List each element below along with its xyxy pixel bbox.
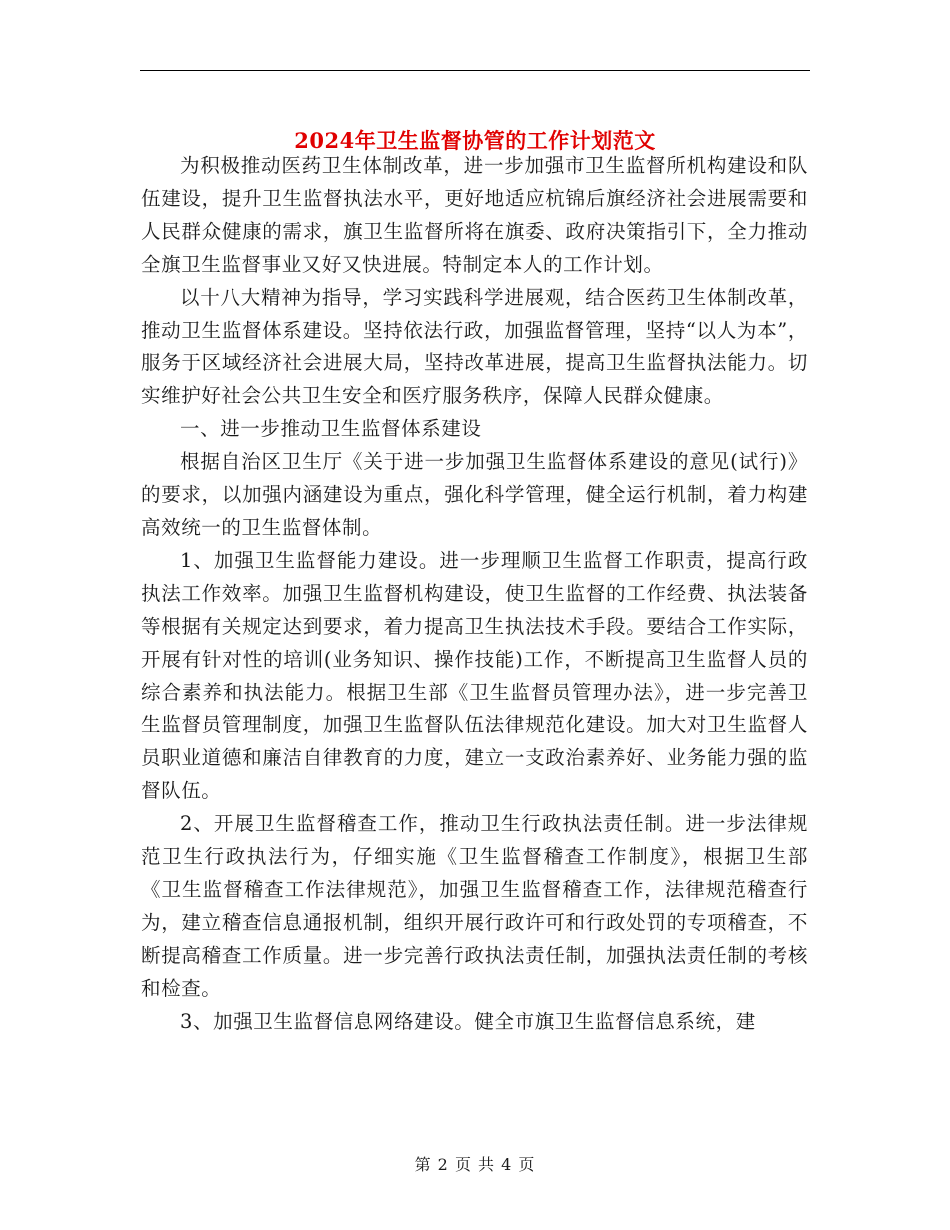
document-body bbox=[141, 150, 808, 1038]
header-rule bbox=[140, 70, 810, 71]
paragraph-item-1: 1、加强卫生监督能力建设。进一步理顺卫生监督工作职责，提高行政执法工作效率。加强卫生监督机构建设，使卫生监督的工作经费、执法装备等根据有关规定达到要求，着力提高卫生执法技术手段。要结合工作实际，开展有针对性的培训(业务知识、操作技能)工作，不断提高卫生监督人员的综合素养和执法能力。根据卫生部《卫生监督员管理办法》，进一步完善卫生监督员管理制度，加强卫生监督队伍法律规范化建设。加大对卫生监督人员职业道德和廉洁自律教育的力度，建立一支政治素养好、业务能力强的监督队伍。 bbox=[141, 548, 808, 803]
paragraph-section-1-intro: 根据自治区卫生厅《关于进一步加强卫生监督体系建设的意见(试行)》的要求，以加强内涵建设为重点，强化科学管理，健全运行机制，着力构建高效统一的卫生监督体制。 bbox=[141, 450, 808, 539]
page-number-footer: 第 2 页 共 4 页 bbox=[414, 1155, 536, 1174]
paragraph-guiding-principle: 以十八大精神为指导，学习实践科学进展观，结合医药卫生体制改革，推动卫生监督体系建设。坚持依法行政，加强监督管理，坚持“以人为本”，服务于区域经济社会进展大局，坚持改革进展，提高卫生监督执法能力。切实维护好社会公共卫生安全和医疗服务秩序，保障人民群众健康。 bbox=[141, 285, 808, 408]
paragraph-item-2: 2、开展卫生监督稽查工作，推动卫生行政执法责任制。进一步法律规范卫生行政执法行为，仔细实施《卫生监督稽查工作制度》，根据卫生部《卫生监督稽查工作法律规范》，加强卫生监督稽查工作，法律规范稽查行为，建立稽查信息通报机制，组织开展行政许可和行政处罚的专项稽查，不断提高稽查工作质量。进一步完善行政执法责任制，加强执法责任制的考核和检查。 bbox=[141, 812, 808, 1000]
paragraph-item-3: 3、加强卫生监督信息网络建设。健全市旗卫生监督信息系统，建 bbox=[180, 1009, 756, 1033]
paragraph-intro: 为积极推动医药卫生体制改革，进一步加强市卫生监督所机构建设和队伍建设，提升卫生监督执法水平，更好地适应杭锦后旗经济社会进展需要和人民群众健康的需求，旗卫生监督所将在旗委、政府决策指引下，全力推动全旗卫生监督事业又好又快进展。特制定本人的工作计划。 bbox=[141, 154, 808, 276]
document-title: 2024年卫生监督协管的工作计划范文 bbox=[294, 128, 656, 154]
section-heading-1: 一、进一步推动卫生监督体系建设 bbox=[180, 417, 482, 441]
